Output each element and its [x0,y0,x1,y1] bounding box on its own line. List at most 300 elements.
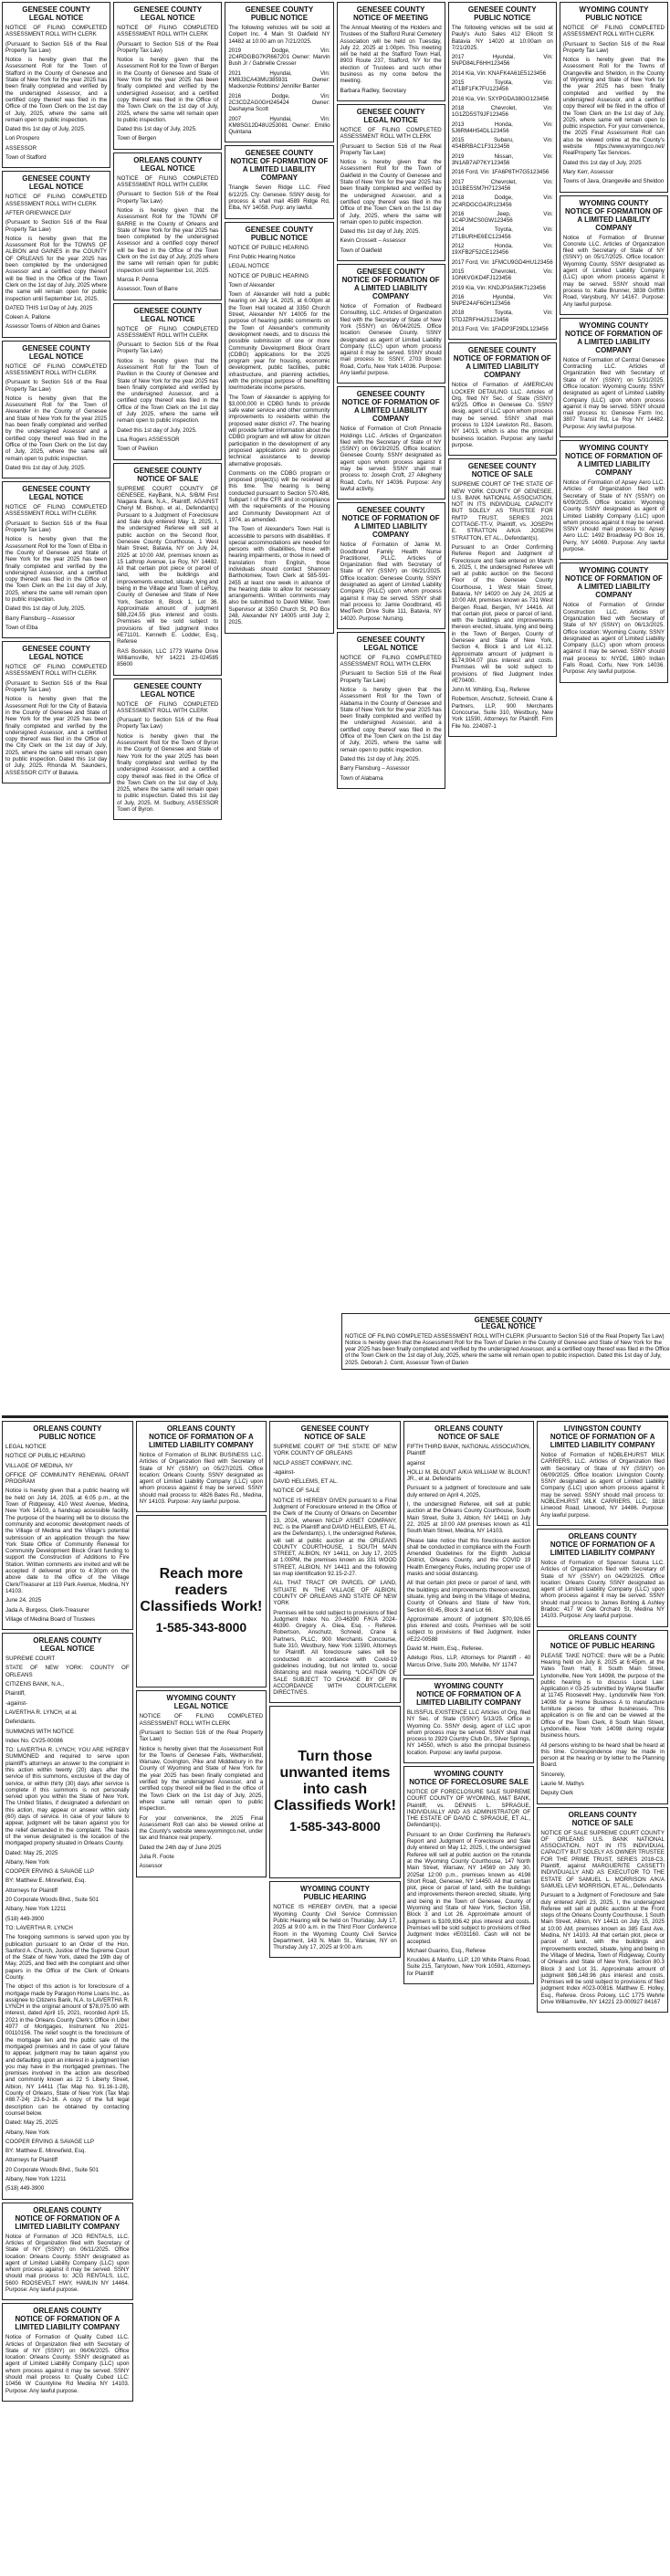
bottom-column-2-notice-0-line-2: -against- [273,1468,296,1476]
top-column-4-notice-0-line-6: 2013 Honda, Vin: 5J6RM4H54DL123456 [451,121,553,134]
bottom-column-0-notice-1-heading: ORLEANS COUNTY [33,1636,102,1645]
top-column-4-notice-0-line-2: 2014 Kia, Vin: KNAFK4A61E5123456 [451,69,547,77]
top-column-5-notice-4-line-0: Notice of Formation of Grinder Construction LLC. Articles of Organization filed with Secretary of State of NY (SSNY) on 06/13/2025. Office location: Wyoming County. SSNY designated as agent of Limited Liability Company (LLC) upon whom process against it may be served. SSNY should mail process to: NYDE, 1860 Indian Falls Road, Corfu, New York 14036. Purpose: Any lawful purpose. [562,602,665,676]
top-column-2 [225,2,333,1415]
bottom-column-1-notice-2-line-0: NOTICE OF FILING COMPLETED ASSESSMENT ROLL WITH CLERK [139,1713,264,1727]
top-column-1-notice-0-heading: GENESEE COUNTY [133,5,203,14]
top-column-0-notice-2-subheading: LEGAL NOTICE [28,352,84,361]
top-column-5-notice-1-heading: WYOMING COUNTY [579,198,649,207]
top-column-5-notice-0-line-5: Towns of Java, Orangeville and Sheldon [562,178,665,185]
section-divider [2,1415,668,1418]
top-column-4-notice-0-heading: GENESEE COUNTY [467,5,537,14]
bottom-column-0-notice-1-line-21: Dated: May 25, 2025 [5,2119,58,2127]
top-column-4-notice-0-line-4: 2016 Kia, Vin: 5XYPGDA38GG123456 [451,95,550,102]
top-column-3-notice-1-line-0: NOTICE OF FILING COMPLETED ASSESSMENT ROLL WITH CLERK [340,126,442,141]
bottom-column-0-notice-1-line-8: Index No. CV25-00086 [5,1737,63,1744]
bottom-column-2-notice-0-heading: GENESEE COUNTY [300,1425,370,1433]
top-column-0-notice-1-line-6: Assessor Towns of Albion and Gaines [5,323,100,331]
bottom-column-3-notice-0-line-9: Adelugo Rios, LLP, Attorneys for Plaintiff - 40 Marcus Drive, Suite 200, Melville, NY 11747 [406,1655,531,1668]
top-column-3-notice-5-line-1: (Pursuant to Section 516 of the Real Property Tax Law) [340,670,442,684]
bottom-column-0-notice-1-line-11: Albany, New York [5,1858,50,1866]
bottom-column-0-notice-1-line-20: The object of this action is for foreclosure of a mortgage made by Paragon Home Loans Inc., as assignee to Citizens Bank, N.A. to LAVERTHA R. LYNCH in the original amount of $78,075.00 with interest, dated April 15, 2021, recorded April 15, 2021 in the Orleans County Clerk's Office in Liber 4977 of Mortgages, Instrument No 2021-00110156. The relief sought is the foreclosure of the mortgage lien and the public sale of the mortgaged premises and in case of your failure to appear, judgment may be taken against you and defaulting upon an interest in a judgment lien you may have in the mortgaged premises. The premises involved in the action are described and commonly known as 22 S Liberty Street, Albion, NY 14411 (Tax Map No. 91.16-1-28), County of Orleans, State of New York (Tax Map #88.7-24) 23.6-2-16. A copy of the full legal description can be obtained by contacting counsel below. [5,1983,130,2117]
bottom-column-0-notice-0-subheading: PUBLIC NOTICE [38,1433,96,1441]
top-column-1-notice-4-line-2: Notice is hereby given that the Assessment Roll for the Town of Byron in the County of Genesee and State of New York for the year 2025 has been finally completed and verified by the undersigned Assessor, and a certified copy thereof was filed in the Office of the Town Clerk on the 1st day of July, 2025, where the same will remain open to public inspection. Dated this 1st day of July, 2025. M. Sudbury, ASSESSOR Town of Byron. [117,732,219,814]
bottom-column-1-notice-0-heading: ORLEANS COUNTY [166,1425,236,1433]
top-column-3-notice-3-heading: GENESEE COUNTY [356,390,425,399]
bottom-column-0-notice-1-line-9: TO: LAVERTHA R. LYNCH; YOU ARE HEREBY SUMMONED and required to serve upon plaintiff's attorneys an answer to the complaint in this action within twenty (20) days after the service of this summons, exclusive of the day of service, or within thirty (30) days after service is complete if this summons is not personally served upon you within the State of New York. The United States, if designated a defendant on this action, may appear or answer within sixty (60) days of service. In case of your failure to appear, judgment will be taken against you for the relief demanded in the complaint. The basis of the venue designated is the location of the mortgaged property situated in Orleans County. [5,1747,130,1847]
bottom-column-0-notice-1-line-14: Attorneys for Plaintiff [5,1887,58,1894]
bottom-column-0-notice-1-line-7: SUMMONS WITH NOTICE [5,1728,74,1735]
bottom-column-0-notice-1-subheading: LEGAL NOTICE [40,1645,95,1654]
bottom-columns [2,1421,668,2573]
top-column-0-notice-1-line-4: DATED THIS 1st Day of July, 2025 [5,304,93,311]
top-column-0-notice-4-heading: GENESEE COUNTY [22,645,90,654]
top-column-4-notice-2-line-0: SUPREME COURT OF THE STATE OF NEW YORK COUNTY OF GENESEE, U.S. BANK NATIONAL ASSOCIATION, NOT IN ITS INDIVIDUAL CAPACITY BUT SOLELY AS TRUSTEE FOR RMTP TRUST, SERIES 2021 COTTAGE-TT-V, Plaintiff, vs. JOSEPH E. STRATTON A/K/A JOSEPH STRATTON, ET AL., Defendant(s). [451,481,553,541]
top-column-3-notice-3-line-0: Notice of Formation of Croft Pinnacle Holdings LLC. Articles of Organization filed with the Secretary of State of NY (SSNY) on 06/19/2025. Office location: Genesee County. SSNY designated as agent upon whom process against it may be served. SSNY shall mail process to: Joseph Croft, 27 Allegheny Road, Corfu, NY 14036. Purpose: Any lawful activity. [340,426,442,492]
top-column-0-notice-0-heading: GENESEE COUNTY [22,5,90,14]
bottom-column-4-notice-2-line-4: Deputy Clerk [540,1790,574,1797]
top-column-0-notice-3-line-2: Notice is hereby given that the Assessment Roll for the Town of Elba in the County of Genesee and State of New York for the year 2025 has been finally completed and verified by the undersigned Assessor, and a certified copy thereof was filed in the Office of the Town Clerk on the 1st day of July, 2025, where the same will remain open to public inspection. [5,536,108,603]
top-column-1-notice-4-subheading: LEGAL NOTICE [141,689,195,699]
top-column-3-notice-5-line-5: Town of Alabama [340,774,383,782]
bottom-column-0-notice-1-line-0: SUPREME COURT [5,1656,56,1663]
bottom-column-0-notice-1-line-1: STATE OF NEW YORK: COUNTY OF ORLEANS [5,1665,130,1678]
bottom-column-3-notice-1-heading: WYOMING COUNTY [434,1681,504,1690]
top-column-4-notice-0-line-10: 2017 Chevrolet, Vin: 1G1BE5SM7H7123456 [451,178,553,192]
bottom-column-0-notice-1-line-10: Dated: May 25, 2025 [5,1849,58,1856]
bottom-column-0-notice-0-line-1: NOTICE OF PUBLIC HEARING [5,1453,86,1460]
top-column-1-notice-1-line-1: (Pursuant to Section 516 of the Real Property Tax Law) [117,191,219,205]
bottom-column-4-notice-0-line-0: Notice of Formation of NOBLEHURST MILK CARRIERS, LLC. Articles of Organization filed with Secretary of State of NY (SSNY) on 06/09/2025. Office location: Livingston County. SSNY designated as agent of Limited Liability Company (LLC) upon whom process against it may be served. SSNY should mail process to: NOBLEHURST MILK CARRIERS, LLC, 3818 Linwood Road, Linwood, NY 14486. Purpose: Any lawful purpose. [540,1452,665,1519]
top-column-4-notice-0-line-16: 2015 Chevrolet, Vin: 1GNKVGKD4FJ123456 [451,268,553,282]
bottom-column-2-notice-0-line-3: DAVID HELLEMS, ET AL. [273,1478,339,1486]
bottom-column-3-notice-0-line-0: FIFTH THIRD BANK, NATIONAL ASSOCIATION, Plaintiff [406,1444,531,1457]
top-column-5-notice-0-subheading: PUBLIC NOTICE [585,14,643,22]
bottom-column-3-notice-0-line-8: David M. Heim, Esq., Referee. [406,1645,484,1653]
bottom-column-0 [2,1421,133,2573]
top-column-0-notice-3-line-4: Barry Flansburg – Assessor [5,615,75,622]
bottom-column-4-notice-3-subheading: NOTICE OF SALE [571,1818,633,1827]
top-column-0-notice-2 [2,341,110,478]
top-column-5-notice-2 [560,318,668,437]
top-column-4-notice-0-line-9: 2016 Ford, Vin: 1FA6P8TH7G5123456 [451,169,550,176]
top-column-5-notice-0-line-2: Notice is hereby given that the Assessment Roll for the Towns of Orangeville and Sheldon, in the County of Wyoming and State of New York for the year 2025 has been finally completed and verified by the undersigned Assessor, and a certified copy thereof will be filed in the office of the Town Clerk on the 1st day of July, 2025, where same will remain open to public inspection. For your convenience, the 2025 Final Assessment Roll can also be viewed online at the County's website https://www.wyomingco.net/ RealProperty Tax Services. [562,57,665,157]
top-column-2-notice-2-subheading: PUBLIC NOTICE [250,233,309,242]
bottom-column-3-notice-0-line-3: Pursuant to a judgment of foreclosure and sale duly entered on April 4, 2025, [406,1485,531,1498]
top-column-0-notice-3-line-5: Town of Elba [5,624,38,631]
top-column-5-notice-1-line-0: Notice of Formation of Brunner Concrete LLC. Articles of Organization filed with Secretary of State of NY (SSNY) on 05/17/2025. Office location: Wyoming County. SSNY designated as agent of Limited Liability Company (LLC) upon whom process against it may be served. SSNY should mail process to: Katie Brunner, 3838 Griffith Road, Varysburg, NY 14167. Purpose: Any lawful purpose. [562,234,665,308]
top-column-3-notice-1-line-4: Kevin Crossett – Assessor [340,237,406,245]
bottom-column-0-notice-1-line-4: -against- [5,1699,28,1707]
top-column-3-notice-1-line-1: (Pursuant to Section 516 of the Real Property Tax Law) [340,142,442,156]
top-column-1-notice-4-line-1: (Pursuant to Section 516 of the Real Property Tax Law) [117,717,219,731]
top-column-2-notice-2-line-8: The Town of Alexander's Town Hall is accessible to persons with disabilities. If special accommodations are needed for persons with disabilities, those with hearing impairments, or those in need of translation from English, those individuals should contact Shannon Bartholomew, Town Clerk at 585-591-2455 at least one week in advance of the hearing date to allow for necessary arrangements. Written comments may also be submitted to David Miller, Town Supervisor at 3350 Church St, PO Box 248, Alexander NY 14005 until July 2, 2025. [228,526,330,626]
top-column-5-notice-0-line-0: NOTICE OF FILING COMPLETED ASSESSMENT ROLL WITH CLERK [562,25,665,38]
top-column-4-notice-2-line-3: Robertson, Anschutz, Schneid, Crane & Partners, LLP, 900 Merchants Concourse, Suite 310, Westbury, New York 11590, Attorneys for Plaintiff. Firm File No. 224087-1 [451,696,553,730]
top-column-1-notice-1-line-3: Marcia P. Penna [117,276,159,283]
bottom-column-3-notice-2-subheading: NOTICE OF FORECLOSURE SALE [409,1777,529,1786]
bottom-column-4-notice-1 [537,1529,668,1627]
top-columns [2,2,668,1415]
bottom-column-0-notice-0-heading: ORLEANS COUNTY [33,1425,102,1433]
bottom-column-1-notice-2-subheading: LEGAL NOTICE [173,1702,229,1711]
bottom-column-1-notice-2-line-5: Julia R. Foote [139,1854,174,1861]
bottom-column-3-notice-0 [403,1421,535,1676]
bottom-column-1-notice-2-line-3: For your convenience, the 2025 Final Assessment Roll can also be viewed online at the County's website www.wyomingco.net, under tax and finance real property. [139,1814,264,1842]
top-column-3-notice-0 [337,2,445,101]
top-column-1-notice-1-heading: ORLEANS COUNTY [133,155,203,164]
footer-notice-heading: GENESEE COUNTY [474,1316,543,1324]
top-column-5-notice-3-heading: WYOMING COUNTY [579,444,649,453]
bottom-column-0-notice-1-line-6: Defendants. [5,1719,37,1726]
top-column-0-notice-3-heading: GENESEE COUNTY [22,485,90,494]
top-column-2-notice-2-line-6: The Town of Alexander is applying for $3,000,000 in CDBG funds to provide safe water service and other community improvements to residents within the proposed water district #7. The hearing will provide further information about the CDBG program and will allow for citizen participation in the development of any proposed applications and to provide technical assistance to develop alternative proposals. [228,394,330,468]
bottom-column-0-notice-0 [2,1421,133,1630]
top-column-4-notice-0 [448,2,557,340]
bottom-column-3-notice-2-line-2: Michael Guarino, Esq., Referee [406,1947,487,1954]
bottom-column-1-notice-2-heading: WYOMING COUNTY [166,1694,236,1703]
bottom-column-4-notice-1-heading: ORLEANS COUNTY [568,1531,637,1540]
bottom-column-3-notice-0-line-4: I, the undersigned Referee, will sell at public auction at the Orleans County Courthouse, South Main Street, Suite 3, Albion, NY 14411 on July 22, 2025 at 10:00 AM premises known as 411 South Main Street, Medina, NY 14103. [406,1501,531,1535]
bottom-column-4-notice-2-line-1: All persons wishing to be heard shall be heard at this time. Correspondence may be made in person at the hearing or by letter to the Planning Board. [540,1741,665,1769]
top-column-0-notice-1-line-5: Coleen A. Pallone [5,314,51,321]
top-column-0-notice-2-heading: GENESEE COUNTY [22,343,90,352]
top-column-3-notice-2-subheading: NOTICE OF FORMATION OF A LIMITED LIABILITY COMPANY [341,276,440,301]
bottom-column-2-notice-0-line-5: NOTICE IS HEREBY GIVEN pursuant to a Final Judgment of Foreclosure entered in the Office of the Clerk of the County of Orleans on December 13, 2024, wherein NICLP ASSET COMPANY, INC. is the Plaintiff and DAVID HELLEMS, ET AL. are the Defendant(s). I, the undersigned Referee, will sell at public auction at the ORLEANS COUNTY COURTHOUSE, 1 SOUTH MAIN STREET, ALBION, NY 14411, on July 17, 2025 at 1:00PM, the premises known as 331 WOOD STREET, ALBION, NY 14411 and the following tax map identification 92.15-2-27. [273,1497,397,1578]
top-column-0-notice-1-heading: GENESEE COUNTY [22,174,90,184]
bottom-column-2-notice-0-line-6: ALL THAT TRACT OR PARCEL OF LAND, SITUATE IN THE VILLAGE OF ALBION, COUNTY OF ORLEANS AND STATE OF NEW YORK [273,1580,397,1607]
bottom-column-0-notice-0-line-2: VILLAGE OF MEDINA, NY [5,1462,73,1469]
top-column-1-notice-1 [113,152,222,300]
top-column-5-notice-3-subheading: NOTICE OF FORMATION OF A LIMITED LIABILITY COMPANY [564,452,663,478]
top-column-2-notice-0-heading: GENESEE COUNTY [245,5,314,14]
bottom-column-1-notice-0 [136,1421,267,1512]
bottom-column-3-notice-2-heading: WYOMING COUNTY [434,1769,504,1778]
top-column-1-notice-2-line-2: Notice is hereby given that the Assessment Roll for the Town of Pavilion in the County of Genesee and State of New York for the year 2025 has been finally completed and verified by the undersigned Assessor, and a certified copy thereof was filed in the Office of the Town Clerk on the 1st day of July 2025, where the same will remain open to public inspection. [117,357,219,425]
top-column-0-notice-3-line-1: (Pursuant to Section 516 of the Real Property Tax Law) [5,520,108,534]
top-column-4-notice-0-line-7: 2015 Subaru, Vin: 4S4BRBAC1F3123456 [451,137,553,151]
bottom-column-4 [537,1421,668,2573]
top-column-2-notice-1-line-0: Triangle Seven Ridge LLC. Filed 6/12/25. Cty: Genesee. SSNY desig. for process & shall mail 4589 Ridge Rd, Elba, NY 14058. Purp: any lawful. [228,184,330,212]
top-column-1-notice-4 [113,678,222,821]
top-column-5-notice-0-heading: WYOMING COUNTY [579,5,649,14]
top-column-0 [2,2,110,1415]
top-column-3-notice-0-subheading: NOTICE OF MEETING [352,14,429,22]
top-column-0-notice-0-line-6: Town of Stafford [5,154,47,162]
top-column-5-notice-0-line-1: (Pursuant to Section 516 of the Real Property Tax Law) [562,40,665,54]
top-column-3-notice-1-heading: GENESEE COUNTY [356,107,425,116]
top-column-2-notice-2-line-1: First Public Hearing Notice [228,253,296,260]
footer-notice [341,1313,670,1370]
top-column-5 [560,2,668,1415]
bottom-column-0-notice-1-line-12: COOPER ERVING & SAVAGE LLP [5,1868,94,1876]
top-column-1-notice-0-subheading: LEGAL NOTICE [141,14,195,22]
top-column-3-notice-5-line-4: Barry Flansburg – Assessor [340,765,410,773]
bottom-column-3-notice-2-line-1: Pursuant to an Order Confirming the Referee's Report and Judgment of Foreclosure and Sale duly entered on May 12, 2025, I, the undersigned Referee will sell at public auction on the rotunda at the Wyoming County Courthouse, 147 North Main Street, Warsaw, NY 14569 on July 30, 2025at 12:00 p.m., premises known as 4198 Short Road, Genesee, NY 14450. All that certain plot, piece or parcel of land, with the buildings and improvements thereon erected, situate, lying and being in the Town of Genesee, County of Wyoming and State of New York, Section 158, Block 3 and Lot 26. Approximate amount of judgment is $109,836.42 plus interest and costs. Premises will be sold subject to provisions of filed Judgment Index #E031160. Cash will not be accepted. [406,1831,531,1945]
top-column-5-notice-1 [560,195,668,315]
top-column-3-notice-5-line-2: Notice is hereby given that the Assessment Roll for the Town of Alabama in the County of Genesee and State of New York for the year 2025 has been finally completed and verified by the undersigned Assessor, and a certified copy thereof was filed in the Office of the Town Clerk on the 1st day of July, 2025, where the same will remain open to public inspection. [340,687,442,753]
top-column-4-notice-1-line-0: Notice of Formation of AMERICAN LOCKER DETAILING LLC. Articles of Org. filed NY Sec. of State (SSNY) 6/3/25. Office in Genesee Co. SSNY desig. agent of LLC upon whom process may be served. SSNY shall mail process to 1324 Lewiston Rd., Basom, NY 14013, which is also the principal business location. Purpose: any lawful purpose. [451,382,553,448]
bottom-column-0-notice-3 [2,2303,133,2402]
bottom-column-0-notice-1-line-27: Albany, New York 12211 [5,2176,67,2183]
top-column-4-notice-2-heading: GENESEE COUNTY [467,462,537,471]
top-column-0-notice-0-line-5: ASSESSOR [5,144,37,152]
top-column-4-notice-0-subheading: PUBLIC NOTICE [474,14,531,22]
bottom-column-3-notice-2-line-3: Knuckles & Manfro, LLP, 120 White Plains Road, Suite 215, Tarrytown, New York 10591, Attorneys for Plaintiff [406,1957,531,1977]
top-column-1-notice-2-line-1: (Pursuant to Section 516 of the Real Property Tax Law) [117,342,219,355]
top-column-3-notice-1-line-2: Notice is hereby given that the Assessment Roll for the Town of Oakfield in the County of Genesee and State of New York for the year 2025 has been finally completed and verified by the undersigned Assessor, and a certified copy thereof was filed in the Office of the Town Clerk on the 1st day of July, 2025, where the same will remain open to public inspection. [340,159,442,226]
top-column-0-notice-4-subheading: LEGAL NOTICE [28,653,84,662]
top-column-2-notice-1 [225,145,333,218]
bottom-column-4-notice-0 [537,1421,668,1526]
top-column-0-notice-2-line-1: (Pursuant to Section 516 of the Real Property Tax Law) [5,379,108,393]
top-column-0-notice-2-line-3: Dated this 1st day of July, 2025. [5,464,86,471]
bottom-column-0-notice-1-line-2: CITIZENS BANK, N.A., [5,1681,64,1688]
bottom-column-4-notice-2 [537,1630,668,1804]
bottom-column-2-notice-1-ad-text [273,1749,397,1835]
top-column-3-notice-3-subheading: NOTICE OF FORMATION OF A LIMITED LIABILITY COMPANY [341,398,440,424]
top-column-2-notice-2 [225,222,333,634]
bottom-section [2,1421,668,2573]
bottom-column-2-notice-0-line-1: NICLP ASSET COMPANY, INC. [273,1459,353,1467]
top-column-2-notice-2-line-2: LEGAL NOTICE [228,263,270,270]
bottom-column-2-notice-0-subheading: NOTICE OF SALE [304,1433,366,1441]
top-column-4-notice-0-line-13: 2014 Toyota, Vin: 2T1BURHE6EC123456 [451,226,553,240]
top-column-0-notice-3-line-0: NOTICE OF FILING COMPLETED ASSESSMENT ROLL WITH CLERK [5,504,108,518]
bottom-column-4-notice-3 [537,1807,668,2013]
top-column-3-notice-1-line-3: Dated this 1st day of July, 2025. [340,228,421,236]
top-column-0-notice-0-line-1: (Pursuant to Section 516 of the Real Property Tax Law) [5,40,108,54]
bottom-column-0-notice-1-line-13: BY: Matthew E. Minnefield, Esq. [5,1877,87,1885]
top-column-0-notice-1-line-1: AFTER GRIEVANCE DAY [5,209,71,216]
top-section [2,2,668,1415]
bottom-column-3-notice-0-line-1: against [406,1459,425,1467]
top-column-4-notice-0-line-19: 2018 Toyota, Vin: 5TDJZRFH4JS123456 [451,310,553,323]
top-column-3-notice-4 [337,502,445,629]
top-column-3-notice-4-subheading: NOTICE OF FORMATION OF A LIMITED LIABILITY COMPANY [341,514,440,540]
bottom-column-4-notice-0-heading: LIVINGSTON COUNTY [563,1425,642,1433]
top-column-1-notice-2-line-5: Town of Pavilion [117,446,158,453]
top-column-4-notice-0-line-17: 2019 Kia, Vin: KNDJP3A56K7123456 [451,284,546,291]
top-column-2-notice-2-line-4: Town of Alexander [228,281,275,289]
top-column-1-notice-2 [113,303,222,460]
bottom-column-2-notice-2-heading: WYOMING COUNTY [299,1885,370,1894]
bottom-column-3 [403,1421,535,2573]
top-column-0-notice-1-subheading: LEGAL NOTICE [28,183,84,192]
top-column-5-notice-2-line-0: Notice of Formation of Central Genesee Contracting LLC. Articles of Organization filed with Secretary of State of NY (SSNY) on 5/31/2025. Office location: Wyoming County. SSNY designated as agent of Limited Liability Company (LLC) upon whom process against it may be served. SSNY should mail process to: Genesee Farm Inc. 3807 Transit Rd, Le Roy NY 14482. Purpose: Any lawful purpose. [562,356,665,430]
bottom-column-0-notice-1-line-17: (518) 449-3900 [5,1915,45,1922]
bottom-column-0-notice-1-line-18: TO: LAVERTHA R. LYNCH [5,1924,73,1931]
top-column-4-notice-0-line-1: 2017 Hyundai, Vin: 5NPD84LF6HH123456 [451,54,553,68]
bottom-column-1-notice-1-ad-phone: 1-585-343-8000 [155,1620,247,1635]
top-column-4-notice-2 [448,458,557,737]
top-column-4 [448,2,557,1415]
top-column-2-notice-1-heading: GENESEE COUNTY [245,149,314,158]
top-column-0-notice-2-line-0: NOTICE OF FILING COMPLETED ASSESSMENT ROLL WITH CLERK [5,363,108,376]
bottom-column-3-notice-0-heading: ORLEANS COUNTY [434,1425,504,1433]
top-column-0-notice-0-line-3: Dated this 1st day of July, 2025. [5,126,86,133]
top-column-5-notice-4-heading: WYOMING COUNTY [579,566,649,575]
top-column-0-notice-0-line-0: NOTICE OF FILING COMPLETED ASSESSMENT ROLL WITH CLERK [5,25,108,38]
top-column-3-notice-0-heading: GENESEE COUNTY [356,5,425,14]
bottom-column-2-notice-2-line-0: NOTICE IS HEREBY GIVEN, that a special Wyoming County Civil Service Commission Public Hearing will be held on Thursday, July 17, 2025 at 9:00 a.m. in the Third Floor Conference Room in the Wyoming County Civil Service Department, 143 N. Main St., Warsaw, NY on Thursday July 17, 2025 at 9:00 a.m. [273,1904,397,1951]
bottom-column-0-notice-0-line-0: LEGAL NOTICE [5,1444,47,1450]
bottom-column-2-notice-1-ad-line1: Turn those unwanted items into cash [279,1749,391,1798]
top-column-1-notice-0 [113,2,222,150]
bottom-column-2-notice-1-ad-line2: Classifieds Work! [274,1798,396,1814]
bottom-column-3-notice-0-line-2: HOLLI M. BLOUNT A/K/A WILLIAM W. BLOUNT JR., et al. Defendants [406,1468,531,1483]
bottom-column-0-notice-2-subheading: NOTICE OF FORMATION OF A LIMITED LIABILITY COMPANY [15,2213,120,2231]
top-column-0-notice-0-line-2: Notice is hereby given that the Assessment Roll for the Town of Stafford in the County of Genesee and State of New York for the year 2025 has been finally completed and verified by the undersigned Assessor, and a certified copy thereof was filed in the Office of the Town Clerk on the 1st day of July, 2025, where the same will remain open to public inspection. [5,57,108,123]
top-column-1-notice-2-line-3: Dated this 1st day of July, 2025. [117,426,197,434]
bottom-column-2-notice-1-ad-phone: 1-585-343-8000 [289,1819,381,1835]
top-column-5-notice-0-line-3: Dated this 1st day of July, 2025 [562,159,642,166]
bottom-column-0-notice-0-line-5: June 24, 2025 [5,1597,42,1604]
top-column-1-notice-4-line-0: NOTICE OF FILING COMPLETED ASSESSMENT ROLL WITH CLERK [117,700,219,714]
top-column-4-notice-1-heading: GENESEE COUNTY [467,346,537,355]
top-column-0-notice-2-line-2: Notice is hereby given that the Assessment Roll for the Town of Alexander in the County of Genesee and State of New York for the year 2025 has been finally completed and verified by the undersigned Assessor and a certified copy thereof was filed in the Office of the Town Clerk on the 1st day of July, 2025, where the same will remain open to public inspection. [5,394,108,462]
bottom-column-2-notice-0 [269,1421,401,1703]
bottom-column-4-notice-2-line-2: Sincerely, [540,1771,566,1778]
top-column-0-notice-3-subheading: LEGAL NOTICE [28,493,84,502]
top-column-2-notice-2-line-3: NOTICE OF PUBLIC HEARING [228,272,309,279]
top-column-3-notice-5-subheading: LEGAL NOTICE [363,643,418,652]
top-column-3-notice-2-heading: GENESEE COUNTY [356,268,425,277]
bottom-column-0-notice-1-line-24: BY: Matthew E. Minnefield, Esq. [5,2148,87,2155]
bottom-column-0-notice-1-line-22: Albany, New York [5,2129,50,2136]
top-column-4-notice-0-line-14: 2012 Honda, Vin: 19XFB2F52CE123456 [451,243,553,257]
top-column-0-notice-0-line-4: Lori Prospero [5,135,40,142]
top-column-2-notice-0-line-3: 2016 Dodge, Vin: 2C3CDZAG0GH245424 Owner: Dashayna Scott [228,92,330,113]
top-column-1-notice-3-line-0: SUPREME COURT COUNTY OF GENESEE, KeyBank, N.A. S/B/M First Niagara Bank, N.A., Plaintiff, AGAINST Cheryl M. Bishop, et al., Defendant(s) Pursuant to a Judgment of Foreclosure and Sale duly entered May 1, 2025, I, the undersigned Referee will sell at public auction on the Second floor, Genesee County Courthouse, 1 West Main Street, Batavia, NY on July 24, 2025 at 10:00 AM, premises known as 15 Lathrop Avenue, Le Roy, NY 14482. All that certain plot piece or parcel of land, with the buildings and improvements erected, situate, lying and being in the Village and Town of LeRoy, County of Genesee and State of New York, Section 8, Block 1, Lot 36. Approximate amount of judgment $88,224.55 plus interest and costs. Premises will be sold subject to provisions of filed judgment Index #E71101. Kenneth E. Lodder, Esq., Referee [117,485,219,646]
top-column-3-notice-5-line-0: NOTICE OF FILING COMPLETED ASSESSMENT ROLL WITH CLERK [340,654,442,668]
top-column-3-notice-5-heading: GENESEE COUNTY [356,635,425,644]
top-column-0-notice-4-line-0: NOTICE OF FILING COMPLETED ASSESSMENT ROLL WITH CLERK [5,664,108,678]
top-column-4-notice-2-line-2: John M. Whiting, Esq., Referee [451,687,530,694]
top-column-3-notice-3 [337,386,445,499]
top-column-0-notice-1-line-0: NOTICE OF FILING COMPLETED ASSESSMENT ROLL WITH CLERK [5,194,108,207]
bottom-column-2-notice-2 [269,1881,401,1958]
top-column-4-notice-2-subheading: NOTICE OF SALE [471,470,533,479]
bottom-column-3-notice-0-subheading: NOTICE OF SALE [438,1433,500,1441]
top-column-4-notice-0-line-8: 2019 Nissan, Vin: 3N1AB7AP7KY123456 [451,152,553,167]
top-column-2-notice-0 [225,2,333,142]
bottom-column-3-notice-2-line-0: NOTICE OF FORECLOSURE SALE SUPREME COURT COUNTY OF WYOMING, M&T BANK, Plaintiff, vs. DENNIS L. SPRAGUE, INDIVIDUALLY AND AS ADMINISTRATOR OF THE ESTATE OF DAVID C. SPRAGUE, ET AL., Defendant(s). [406,1788,531,1829]
top-column-5-notice-2-heading: WYOMING COUNTY [579,321,649,330]
top-column-1-notice-3-heading: GENESEE COUNTY [133,466,203,475]
top-column-3 [337,2,445,1415]
top-column-5-notice-4-subheading: NOTICE OF FORMATION OF A LIMITED LIABILITY COMPANY [564,574,663,600]
top-column-0-notice-4-line-1: (Pursuant to Section 516 of the Real Property Tax Law) [5,679,108,694]
top-column-1-notice-3-line-1: RAS Boriskin, LLC 1773 Walrhe Drive Williamsville, NY 14221 23-024585 85600 [117,647,219,668]
top-column-0-notice-1-line-2: (Pursuant to Section 516 of the Real Property Tax Law) [5,219,108,233]
bottom-column-3-notice-1 [403,1678,535,1763]
bottom-column-1-notice-0-subheading: NOTICE OF FORMATION OF A LIMITED LIABILITY COMPANY [148,1433,254,1449]
bottom-column-0-notice-2-line-0: Notice of Formation of JCG RENTALS, LLC. Articles of Organization filed with Secretary of State of NY (SSNY) on 06/11/2025. Office location: Orleans County. SSNY designated as agent of Limited Liability Company (LLC) upon whom process against it may be served. SSNY should mail process to: JCG RENTALS, LLC, 5600 ROOSEVELT HWY, HAMLIN NY 14464. Purpose: Any lawful purpose. [5,2233,130,2293]
top-column-5-notice-3 [560,440,668,560]
top-column-4-notice-0-line-5: 2018 Chevrolet, Vin: 1G1ZD5ST9JF123456 [451,104,553,119]
top-column-3-notice-2 [337,264,445,384]
bottom-column-4-notice-2-subheading: NOTICE OF PUBLIC HEARING [550,1641,655,1650]
top-column-3-notice-0-line-0: The Annual Meeting of the Holders and Trustees of the Stafford Rural Cemetery Association will be held on Tuesday, July 22, 2025 at 1:00pm. This meeting will be held at the Stafford Town Hall, 8903 Route 237, Stafford, NY for the election of Trustees and such other business as my come before the meeting. [340,25,442,85]
top-column-3-notice-5-line-3: Dated this 1st day of July, 2025. [340,755,421,762]
bottom-column-2-notice-1 [269,1706,401,1878]
bottom-column-0-notice-1-line-19: The foregoing summons is served upon you by publication pursuant to an Order of the Hon. Sanford A. Church, Justice of the Supreme Court of the State of New York, dated the 19th day of May, 2025, and filed with the complaint and other papers in the Office of the Clerk of Orleans County. [5,1934,130,1981]
top-column-1-notice-2-line-0: NOTICE OF FILING COMPLETED ASSESSMENT ROLL WITH CLERK [117,325,219,339]
bottom-column-4-notice-0-subheading: NOTICE OF FORMATION OF A LIMITED LIABILITY COMPANY [550,1433,655,1449]
bottom-column-0-notice-1-line-26: 20 Corporate Woods Blvd., Suite 501 [5,2166,99,2173]
top-column-5-notice-1-subheading: NOTICE OF FORMATION OF A LIMITED LIABILITY COMPANY [564,206,663,232]
top-column-2-notice-1-subheading: NOTICE OF FORMATION OF A LIMITED LIABILITY COMPANY [230,157,329,183]
bottom-column-0-notice-0-line-3: OFFICE OF COMMUNITY RENEWAL GRANT PROGRAM [5,1471,130,1486]
bottom-column-1-notice-1-ad-line1: Reach more readers [159,1566,244,1599]
bottom-column-3-notice-1-line-0: BLISSFUL EXISTENCE LLC Articles of Org. filed NY Sec. of State (SSNY) 5/13/25. Office in Wyoming Co. SSNY desig. agent of LLC upon whom process may be served. SSNY shall mail process to 2929 Country Club Dr., Silver Springs, NY 14550, which is also the principal business location. Purpose: any lawful purpose. [406,1709,531,1756]
top-column-1-notice-3-subheading: NOTICE OF SALE [137,474,199,483]
top-column-2-notice-0-line-4: 2007 Hyundai, Vin: KM8SG12D48U253081 Owner: Emilio Quintana [228,115,330,136]
top-column-1-notice-1-line-2: Notice is hereby given that the Assessment Roll for the TOWN OF BARRE in the County of Orleans and State of New York for the year 2025 has been completed by the undersigned Assessor and a certified copy thereof will be filed in the Office of the Town Clerk on the 1st day of July, 2025 where the same will remain open for public inspection until September 1st, 2025. [117,206,219,274]
top-column-0-notice-3-line-3: Dated this 1st day of July, 2025. [5,605,86,613]
bottom-column-1-notice-2 [136,1690,267,1877]
top-column-1-notice-0-line-1: (Pursuant to Section 516 of the Real Property Tax Law) [117,40,219,54]
bottom-column-0-notice-0-line-6: Jada A. Burgess, Clerk-Treasurer [5,1606,89,1614]
bottom-column-0-notice-1-line-16: Albany, New York 12211 [5,1906,67,1913]
top-column-2-notice-2-line-7: Comments on the CDBG program or proposed project(s) will be received at this time. The hearing is being conducted pursuant to Section 570.486, Subpart I of the CFR and in compliance with the requirements of the Housing and Community Development Act of 1974, as amended. [228,469,330,523]
bottom-column-3-notice-1-subheading: NOTICE OF FORMATION OF A LIMITED LIABILITY COMPANY [416,1689,521,1707]
bottom-column-0-notice-1-line-25: Attorneys for Plaintiff [5,2157,58,2164]
bottom-column-1 [136,1421,267,2573]
bottom-column-0-notice-0-line-4: Notice is hereby given that a public hearing will be held on July 14, 2025, at 6:05 p.m., at the Town of Ridgeway, 410 West Avenue, Medina, New York 14103, a handicap accessible facility. The purpose of the hearing will be to discuss the community and economic development needs of the Village of Medina and the Village's potential submission of an application through the New York State Office of Community Renewal for Community Development Block Grant funding to support the Construction of Additions to Fire Station. Written comments are invited and will be accepted if delivered prior to 4:30pm on the above date to the office of the Village Clerk/Treasurer at 119 Park Avenue, Medina, NY 14103. [5,1488,130,1594]
bottom-column-2 [269,1421,401,2573]
bottom-column-4-notice-1-subheading: NOTICE OF FORMATION OF A LIMITED LIABILITY COMPANY [550,1540,655,1557]
top-column-3-notice-1-line-5: Town of Oakfield [340,247,382,254]
bottom-column-0-notice-0-line-7: Village of Medina Board of Trustees [5,1615,95,1623]
bottom-column-4-notice-2-line-0: PLEASE TAKE NOTICE: there will be a Public Hearing held on July 8, 2025 at 6:45pm, at the Yates Town Hall, 8 South Main Street, Lyndonville, New York 14098, the purpose of the public hearing is to discuss Local Law: Application # 03-25 submitted by Wayne Stauffer at 11745 Roosevelt Hwy., Lyndonville New York 14098 for a Home Business A to manufacture furniture pieces for other businesses. This application is on file and can be viewed at the Office of the Town Clerk, 8 South Main Street, Lyndonville, New York 14098 during regular business hours. [540,1652,665,1740]
footer-notice-subheading: LEGAL NOTICE [481,1322,536,1331]
bottom-column-0-notice-1-line-5: LAVERTHA R. LYNCH, et al. [5,1709,78,1716]
bottom-column-0-notice-3-line-0: Notice of Formation of Quality Cubed LLC. Articles of Organization filed with Secretary of State of NY (SSNY) on 06/06/2025. Office location: Orleans County. SSNY designated as agent of Limited Liability Company (LLC) upon whom process against it may be served. SSNY should mail process to: Quality Cubed LLC: 10456 W Countyline Rd Medina NY 14103. Purpose: Any lawful purpose. [5,2334,130,2394]
top-column-0-notice-1-line-3: Notice is hereby given that the Assessment Roll for the TOWNS OF ALBION and GAINES in the COUNTY OF ORLEANS for the year 2025 has been completed by the undersigned Assessor and a certified copy thereof will be filed in the Office of the Town Clerk on the 1st day of July, 2025 where the same will remain open for public inspection until September 1st, 2025. [5,235,108,302]
top-column-4-notice-2-line-1: Pursuant to an Order Confirming Referee Report and Judgment of Foreclosure and Sale entered on March 6, 2025, I, the undersigned Referee will sell at public auction on the Second Floor of the Genesee County Courthouse, 1 West Main Street, Batavia, NY 14020 on July 24, 2025 at 10:00 AM, premises known as 731 West Bergen Road, Bergen, NY 14416. All that certain plot, piece or parcel of land, with the buildings and improvements thereon erected, situate, lying and being in the Town of Bergen, County of Genesee and State of New York, Section 4, Block 1 and Lot 41.12. Approximate amount of judgment is $174,904.07 plus interest and costs. Premises will be sold subject to provisions of filed Judgment Index #E70400. [451,543,553,684]
top-column-4-notice-0-line-0: The following vehicles will be sold at Pauly's Auto Sales 412 Ellicott St Batavia NY 14020 at 10:00am on 7/21/2025. [451,25,553,51]
bottom-column-1-notice-1-ad-text [140,1566,264,1635]
top-column-5-notice-3-line-0: Notice of Formation of Apsey Aero LLC. Articles of Organization filed with Secretary of State of NY (SSNY) on 6/09/2025. Office location: Wyoming County. SSNY designated as agent of Limited Liability Company (LLC) upon whom process against it may be served. SSNY should mail process to: Apsey Aero LLC: 1492 Broadway PO Box 16, Perry, NY 14069. Purpose: Any lawful purpose. [562,479,665,553]
bottom-column-1-notice-1-ad-line2: Classifieds Work! [140,1599,263,1615]
top-column-3-notice-4-heading: GENESEE COUNTY [356,506,425,515]
bottom-column-0-notice-1-line-15: 20 Corporate Woods Blvd., Suite 501 [5,1897,99,1904]
bottom-column-1-notice-0-line-0: Notice of Formation of BLINK BUSINESS LLC. Articles of Organization filed with Secretary of State of NY (SSNY) on 05/27/2025. Office location: Orleans County. SSNY designated as agent of Limited Liability Company (LLC) upon whom process against it may be served. SSNY should mail process to: 4826 Bates Rd., Medina, NY 14103. Purpose: Any lawful purpose. [139,1452,264,1506]
top-column-1-notice-4-heading: GENESEE COUNTY [133,681,203,690]
top-column-0-notice-0 [2,2,110,168]
bottom-column-1-notice-2-line-4: Dated the 24th day of June 2025 [139,1844,222,1851]
top-column-2-notice-0-line-2: 2021 Hyundai, Vin: KM8J3CA43MU385931 Owner: Mackenzie Robbins/ Jennifer Banter [228,69,330,90]
top-column-4-notice-0-line-3: 2015 Toyota, Vin: 4T1BF1FK7FU123456 [451,79,553,93]
top-column-1-notice-2-heading: GENESEE COUNTY [133,306,203,315]
top-column-0-notice-1 [2,171,110,337]
bottom-column-4-notice-3-heading: ORLEANS COUNTY [568,1810,637,1819]
top-column-1-notice-2-subheading: LEGAL NOTICE [141,314,195,323]
top-column-1-notice-1-line-0: NOTICE OF FILING COMPLETED ASSESSMENT ROLL WITH CLERK [117,174,219,189]
bottom-column-0-notice-1-line-23: COOPER ERVING & SAVAGE LLP [5,2138,94,2145]
bottom-column-0-notice-1-line-3: Plaintiff, [5,1690,26,1698]
top-column-3-notice-0-line-1: Barbara Radley, Secretary [340,87,406,94]
top-column-5-notice-0-line-4: Mary Kerr, Assessor [562,168,614,175]
bottom-column-3-notice-2 [403,1766,535,1984]
top-column-3-notice-2-line-0: Notice of Formation of Redbeard Consulting, LLC. Articles of Organization filed with the Secretary of State of New York (SSNY) on 06/04/2025. Office location: Genesee County. SSNY designated as agent of Limited Liability Company (LLC) upon whom process against it may be served. SSNY should mail process to: SSNY, 2703 Brown Road, Corfu, New York 14036. Purpose: Any lawful purpose. [340,303,442,376]
top-column-4-notice-0-line-18: 2016 Hyundai, Vin: 5NPE24AF6GH123456 [451,293,553,308]
top-column-1-notice-0-line-2: Notice is hereby given that the Assessment Roll for the Town of Bergen in the County of Genesee and State of New York for the year 2025 has been finally completed and verified by the undersigned Assessor, and a certified copy thereof was filed in the Office of the Town Clerk on the 1st day of July, 2025, where the same will remain open to public inspection. [117,57,219,123]
top-column-1-notice-1-subheading: LEGAL NOTICE [141,163,195,173]
footer-notice-body: NOTICE OF FILING COMPLETED ASSESSMENT ROLL WITH CLERK (Pursuant to Section 516 of the Real Property Tax Law) Notice is hereby given that the Assessment Roll for the Town of Darien in the County of Genesee and State of New York for the year 2025 has been finally completed and verified by the undersigned Assessor, and a certified copy thereof was filed in the Office of the Town Clerk on the 1st day of July, 2025, where the same will remain open to public inspection. Dated this 1st day of July, 2025. Deborah J. Conti, Assessor Town of Darien [345,1332,670,1366]
